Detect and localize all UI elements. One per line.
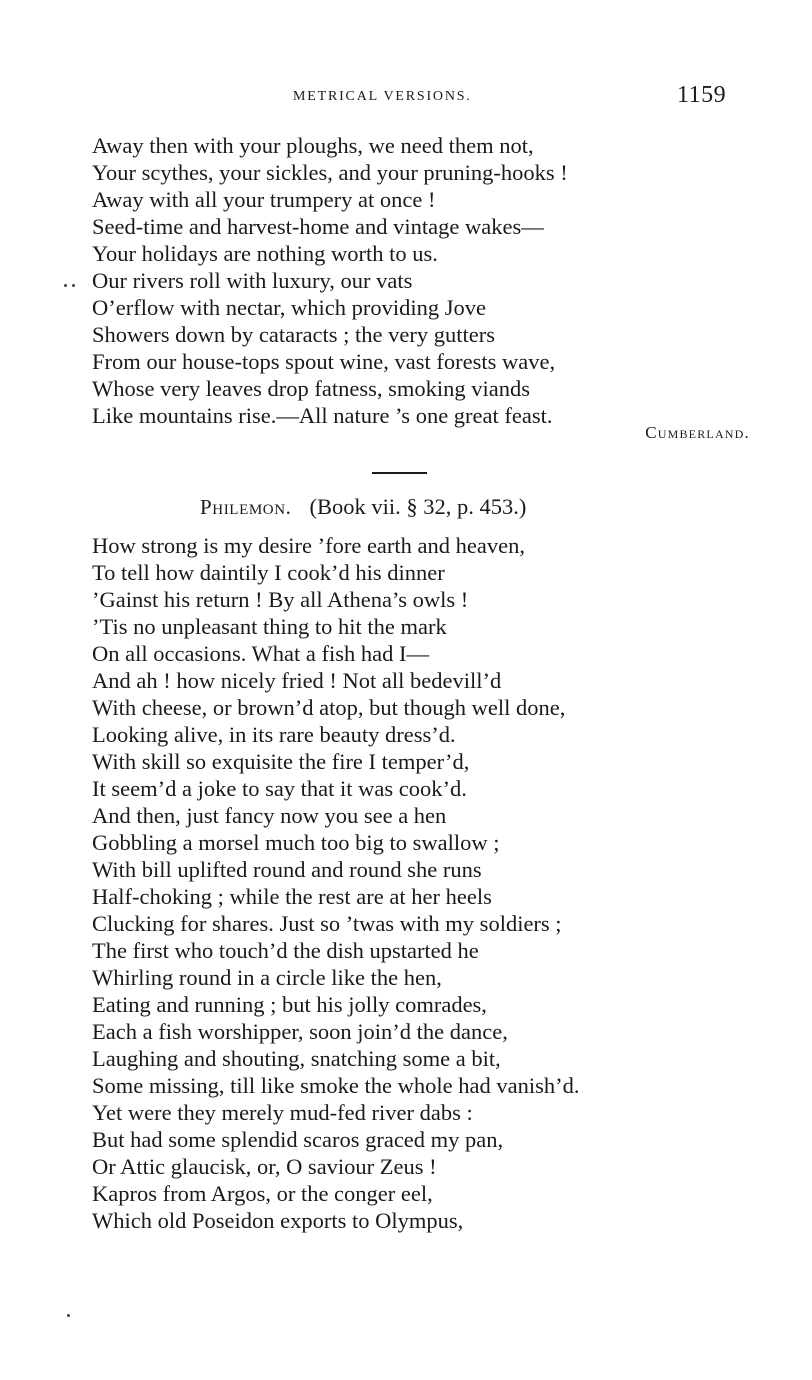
- verse-line: Looking alive, in its rare beauty dress’d.: [92, 722, 456, 747]
- verse-line: With cheese, or brown’d atop, but though well done,: [92, 695, 566, 720]
- verse-line: On all occasions. What a fish had I—: [92, 641, 429, 666]
- verse-line: Away with all your trumpery at once !: [92, 187, 436, 212]
- verse-line: Away then with your ploughs, we need them not,: [92, 133, 534, 158]
- attribution: Cumberland.: [645, 423, 750, 442]
- verse-line: Our rivers roll with luxury, our vats: [92, 268, 413, 293]
- verse-line: But had some splendid scaros graced my pan,: [92, 1127, 504, 1152]
- section-heading: [200, 494, 526, 520]
- running-head: [293, 88, 472, 105]
- section-heading-name: Philemon.: [200, 495, 292, 519]
- verse-line: Your scythes, your sickles, and your pruning-hooks !: [92, 160, 568, 185]
- print-speck: [72, 284, 75, 287]
- running-title: METRICAL VERSIONS.: [293, 89, 472, 104]
- verse-line: Kapros from Argos, or the conger eel,: [92, 1181, 433, 1206]
- page-number: 1159: [677, 82, 727, 108]
- print-speck: [67, 1314, 70, 1317]
- verse-line: Gobbling a morsel much too big to swallow ;: [92, 830, 500, 855]
- section-heading-reference: (Book vii. § 32, p. 453.): [309, 494, 527, 519]
- verse-line: The first who touch’d the dish upstarted he: [92, 938, 479, 963]
- verse-line: Yet were they merely mud-fed river dabs :: [92, 1100, 473, 1125]
- verse-line: Whirling round in a circle like the hen,: [92, 965, 442, 990]
- verse-line: Showers down by cataracts ; the very gutters: [92, 322, 496, 347]
- verse-line: O’erflow with nectar, which providing Jove: [92, 295, 486, 320]
- verse-line: ’Gainst his return ! By all Athena’s owls !: [92, 587, 469, 612]
- verse-line: Whose very leaves drop fatness, smoking viands: [92, 376, 531, 401]
- print-speck: [64, 284, 67, 287]
- verse-line: From our house-tops spout wine, vast forests wave,: [92, 349, 556, 374]
- verse-line: Laughing and shouting, snatching some a bit,: [92, 1046, 501, 1071]
- verse-line: Which old Poseidon exports to Olympus,: [92, 1208, 464, 1233]
- verse-line: And ah ! how nicely fried ! Not all bedevill’d: [92, 668, 502, 693]
- verse-line: It seem’d a joke to say that it was cook’d.: [92, 776, 467, 801]
- verse-passage-philemon: [92, 532, 579, 1234]
- section-divider: [372, 472, 427, 474]
- verse-line: With bill uplifted round and round she runs: [92, 857, 482, 882]
- verse-line: And then, just fancy now you see a hen: [92, 803, 447, 828]
- verse-line: Each a fish worshipper, soon join’d the dance,: [92, 1019, 508, 1044]
- verse-line: How strong is my desire ’fore earth and heaven,: [92, 533, 525, 558]
- verse-line: Your holidays are nothing worth to us.: [92, 241, 438, 266]
- verse-line: Like mountains rise.—All nature ’s one great feast.: [92, 403, 553, 428]
- verse-line: Half-choking ; while the rest are at her heels: [92, 884, 492, 909]
- verse-line: Seed-time and harvest-home and vintage wakes—: [92, 214, 544, 239]
- verse-line: Eating and running ; but his jolly comrades,: [92, 992, 487, 1017]
- verse-line: Or Attic glaucisk, or, O saviour Zeus !: [92, 1154, 437, 1179]
- verse-passage-cumberland: [92, 132, 568, 429]
- verse-line: ’Tis no unpleasant thing to hit the mark: [92, 614, 447, 639]
- verse-line: To tell how daintily I cook’d his dinner: [92, 560, 445, 585]
- verse-line: Clucking for shares. Just so ’twas with my soldiers ;: [92, 911, 562, 936]
- verse-line: Some missing, till like smoke the whole had vanish’d.: [92, 1073, 580, 1098]
- verse-line: With skill so exquisite the fire I temper’d,: [92, 749, 470, 774]
